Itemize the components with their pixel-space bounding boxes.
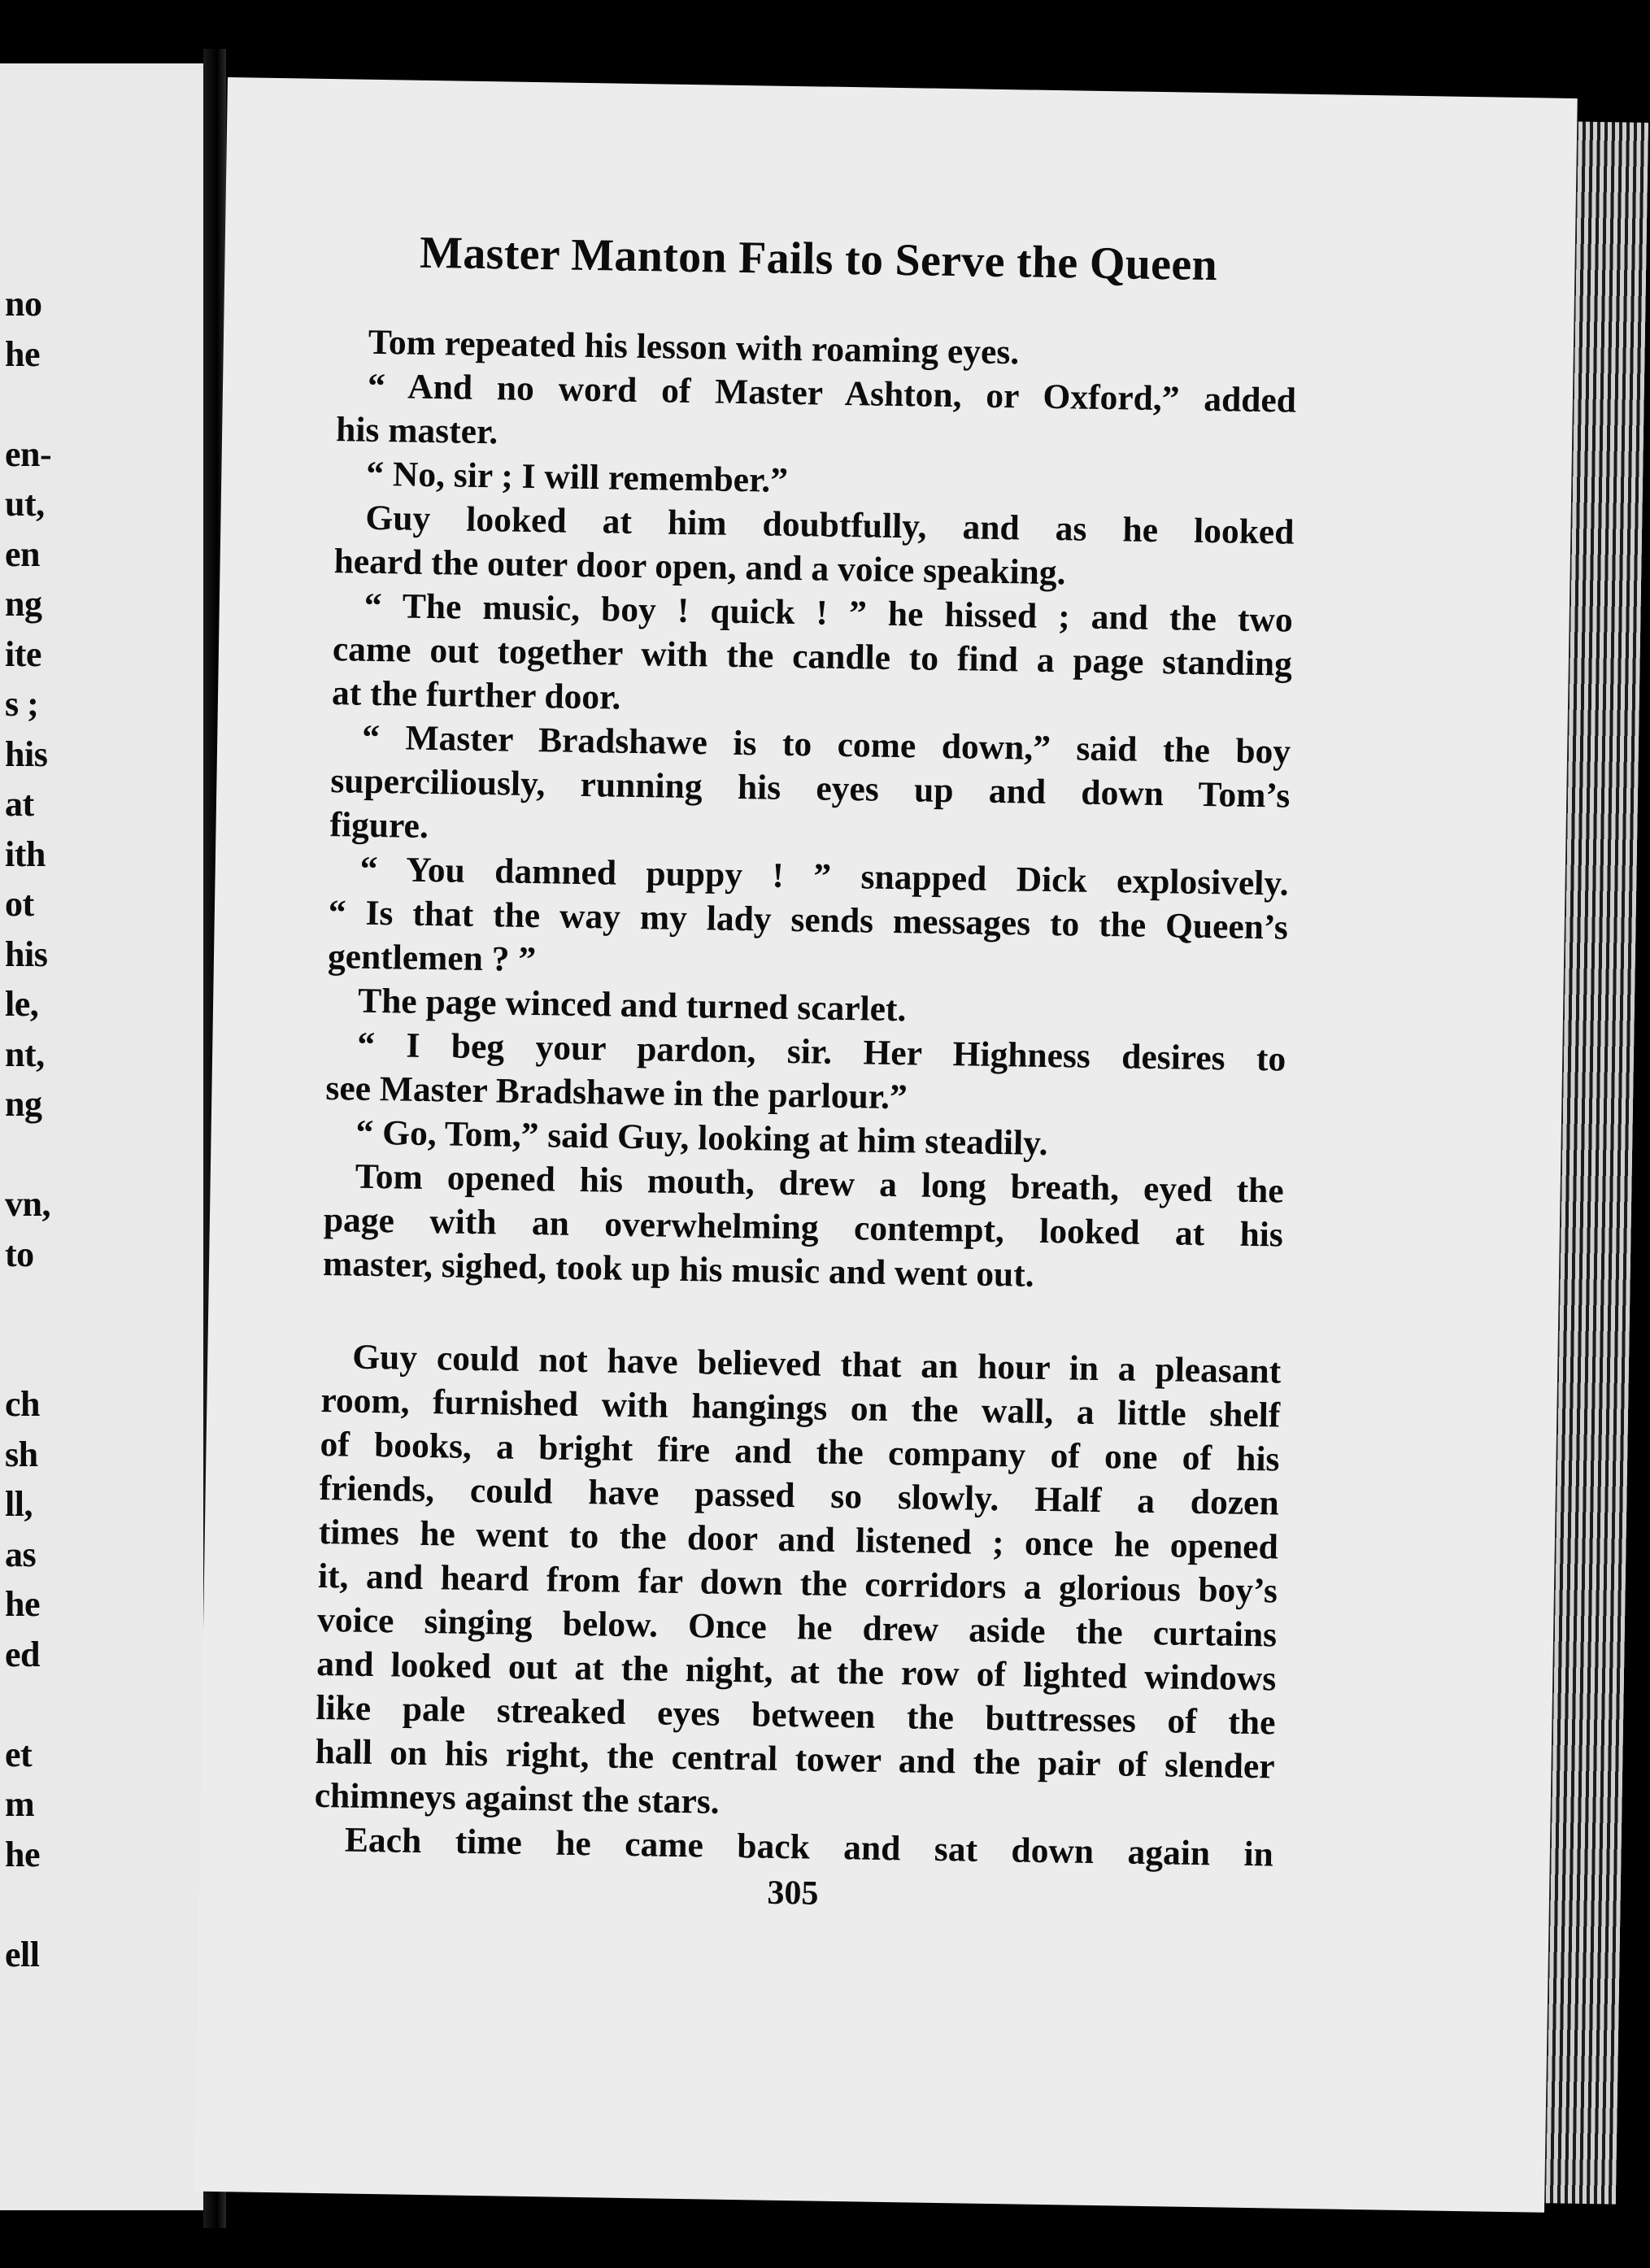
text-line: “ And no word of Master Ashton, or Oxford,” added <box>367 366 1297 420</box>
body-text <box>314 320 1298 1876</box>
text-line: superciliously, running his eyes up and down Tom’s <box>330 761 1291 816</box>
text-line: friends, could have passed so slowly. Half a dozen <box>319 1468 1279 1523</box>
text-line: like pale streaked eyes between the buttresses of the <box>316 1687 1276 1743</box>
previous-page-fragment: m <box>5 1784 35 1824</box>
previous-page-fragment: his <box>5 734 48 774</box>
text-line: “ No, sir ; I will remember.” <box>365 454 789 500</box>
text-line: times he went to the door and listened ; once he opened <box>318 1512 1279 1567</box>
text-line: came out together with the candle to find a page standing <box>332 629 1293 684</box>
running-head: Master Manton Fails to Serve the Queen <box>419 227 1218 291</box>
previous-page-fragment: ot <box>5 884 34 924</box>
previous-page-fragment: ell <box>5 1934 40 1974</box>
text-line: Tom repeated his lesson with roaming eyes. <box>368 322 1020 372</box>
book-page <box>194 77 1578 2213</box>
previous-page-edge <box>0 63 203 2210</box>
text-line: Each time he came back and sat down again in <box>344 1820 1274 1874</box>
previous-page-fragment: ng <box>5 584 42 624</box>
previous-page-fragment: no <box>5 284 42 324</box>
text-line: at the further door. <box>331 673 621 717</box>
text-line: hall on his right, the central tower and the pair of slender <box>315 1731 1275 1787</box>
text-line: master, sighed, took up his music and went out. <box>322 1244 1034 1295</box>
previous-page-fragment: et <box>5 1734 33 1774</box>
previous-page-fragment: le, <box>5 984 39 1024</box>
text-line: The page winced and turned scarlet. <box>357 981 907 1030</box>
previous-page-fragment: s ; <box>5 684 39 724</box>
text-line: “ Master Bradshawe is to come down,” said the boy <box>361 717 1291 772</box>
text-line: his master. <box>335 410 498 452</box>
text-line: “ Is that the way my lady sends messages to the Queen’s <box>328 893 1289 947</box>
text-line: voice singing below. Once he drew aside the curtains <box>316 1600 1278 1655</box>
previous-page-fragment: ch <box>5 1384 40 1424</box>
previous-page-fragment: nt, <box>5 1034 45 1074</box>
text-line: see Master Bradshawe in the parlour.” <box>325 1069 908 1117</box>
previous-page-fragment: he <box>5 1834 40 1874</box>
previous-page-fragment: he <box>5 1584 40 1624</box>
text-line: gentlemen ? ” <box>327 937 537 980</box>
text-line: page with an overwhelming contempt, looked at his <box>323 1200 1284 1255</box>
previous-page-fragment: ed <box>5 1634 40 1674</box>
text-line: heard the outer door open, and a voice speaking. <box>333 542 1066 593</box>
previous-page-fragment: en <box>5 533 40 574</box>
previous-page-fragment: his <box>5 934 48 974</box>
text-line: “ You damned puppy ! ” snapped Dick explosively. <box>359 849 1289 903</box>
page-number: 305 <box>767 1874 819 1913</box>
previous-page-fragment: ite <box>5 633 41 674</box>
text-line: room, furnished with hangings on the wall, a little shelf <box>320 1381 1281 1435</box>
previous-page-fragment: ll, <box>5 1484 33 1524</box>
previous-page-fragment: ng <box>5 1084 42 1124</box>
text-line: chimneys against the stars. <box>314 1775 720 1822</box>
previous-page-fragment: vn, <box>5 1184 50 1224</box>
previous-page-fragment: at <box>5 784 34 824</box>
text-line: it, and heard from far down the corridors a glorious boy’s <box>317 1556 1278 1611</box>
text-line: “ I beg your pardon, sir. Her Highness desires to <box>356 1025 1286 1079</box>
previous-page-fragment: ut, <box>5 484 45 524</box>
text-line: Tom opened his mouth, drew a long breath, eyed the <box>355 1156 1285 1211</box>
page-text-block <box>313 225 1299 1920</box>
text-line: “ Go, Tom,” said Guy, looking at him steadily. <box>355 1112 1048 1163</box>
previous-page-fragment: he <box>5 333 40 374</box>
text-line: Guy looked at him doubtfully, and as he looked <box>365 498 1295 552</box>
previous-page-fragment: sh <box>5 1434 38 1474</box>
text-line: of books, a bright fire and the company of one of his <box>320 1424 1280 1479</box>
previous-page-fragment: ith <box>5 834 46 874</box>
text-line: figure. <box>329 805 429 846</box>
previous-page-fragment: as <box>5 1534 37 1574</box>
text-line: Guy could not have believed that an hour in a pleasant <box>351 1337 1282 1391</box>
previous-page-fragment: en- <box>5 433 52 474</box>
previous-page-fragment: to <box>5 1234 34 1274</box>
text-line: “ The music, boy ! quick ! ” he hissed ; and the two <box>364 586 1294 640</box>
text-line: and looked out at the night, at the row of lighted windows <box>316 1643 1277 1699</box>
